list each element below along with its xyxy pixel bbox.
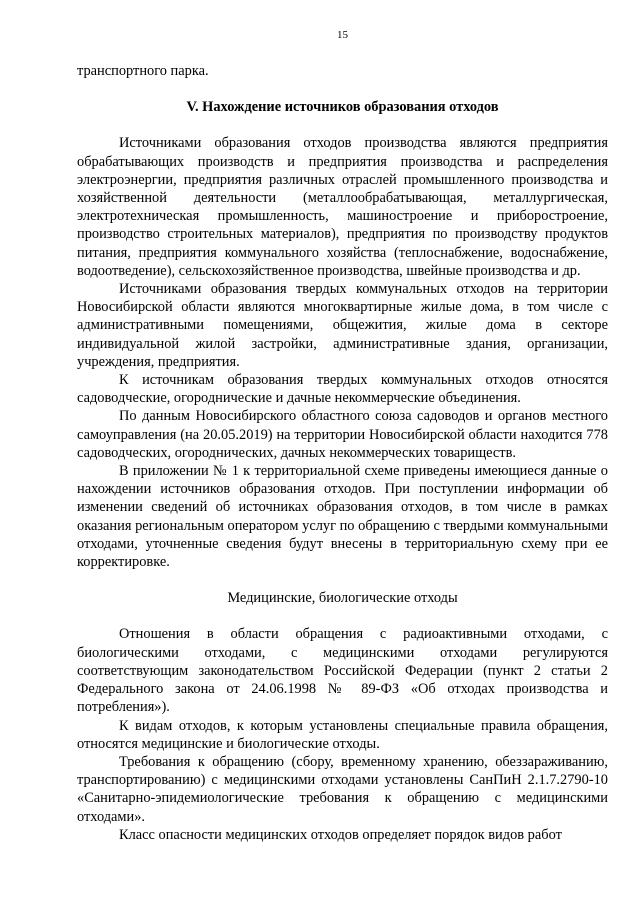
paragraph: К источникам образования твердых коммунальных отходов относятся садоводческие, огороднические и дачные некоммерческие объединения. <box>77 372 608 407</box>
paragraph: Класс опасности медицинских отходов определяет порядок видов работ <box>119 826 562 843</box>
paragraph: К видам отходов, к которым установлены специальные правила обращения, относятся медицинские и биологические отходы. <box>77 717 608 752</box>
paragraph: Источниками образования отходов производства являются предприятия обрабатывающих производств и предприятия производства и распределения электроэнергии, предприятия различных отраслей промышленного производства и хозяйственной деятельности (металлообрабатывающая, металлургическая, электротехническая промышленность, машиностроение и приборостроение, производство строительных материалов), предприятия по производству продуктов питания, предприятия коммунального хозяйства (теплоснабжение, водоснабжение, водоотведение), сельскохозяйственное производства, швейные производства и др. <box>77 135 608 279</box>
paragraph: Источниками образования твердых коммунальных отходов на территории Новосибирской области являются многоквартирные жилые дома, в том числе с административными помещениями, общежития, жилые дома в секторе индивидуальной жилой застройки, административные здания, организации, учреждения, предприятия. <box>77 281 608 370</box>
page-number: 15 <box>337 29 348 41</box>
paragraph: Требования к обращению (сбору, временному хранению, обеззараживанию, транспортированию) с медицинскими отходами установлены СанПиН 2.1.7.2790-10 «Санитарно-эпидемиологические требования к обращению с медицинскими отходами». <box>77 753 608 825</box>
paragraph: В приложении № 1 к территориальной схеме приведены имеющиеся данные о нахождении источников образования отходов. При поступлении информации об изменении сведений об источниках образования отходов, в том числе в рамках оказания региональным оператором услуг по обращению с твердыми коммунальными отходами, уточненные сведения будут внесены в территориальную схему при ее корректировке. <box>77 463 608 571</box>
paragraph: Отношения в области обращения с радиоактивными отходами, с биологическими отходами, с медицинскими отходами регулируются соответствующим законодательством Российской Федерации (пункт 2 статьи 2 Федерального закона от 24.06.1998 № 89-ФЗ «Об отходах производства и потребления»). <box>77 626 608 716</box>
section-title: V. Нахождение источников образования отходов <box>186 99 499 116</box>
subsection-title: Медицинские, биологические отходы <box>227 590 458 607</box>
continuation-text: транспортного парка. <box>77 63 209 79</box>
paragraph: По данным Новосибирского областного союза садоводов и органов местного самоуправления (на 20.05.2019) на территории Новосибирской области находится 778 садоводческих, огороднических, дачных некоммерческих товариществ. <box>77 408 608 461</box>
